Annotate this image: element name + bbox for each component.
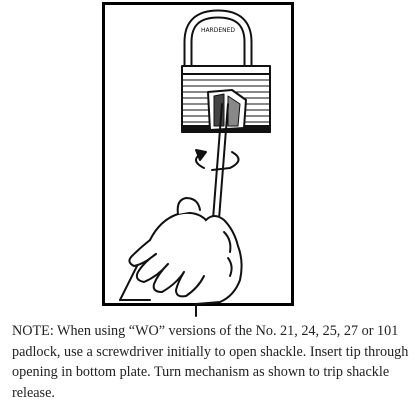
note-text: NOTE: When using “WO” versions of the No. 21, 24, 25, 27 or 101 padlock, use a screwdriver initially to open shackle. Insert tip through opening in bottom plate. Turn mechanism as shown to trip shackle release. <box>12 323 409 401</box>
padlock-shackle <box>188 14 248 70</box>
hand-icon <box>120 198 242 316</box>
shackle-stamp-text: HARDENED <box>200 27 236 34</box>
